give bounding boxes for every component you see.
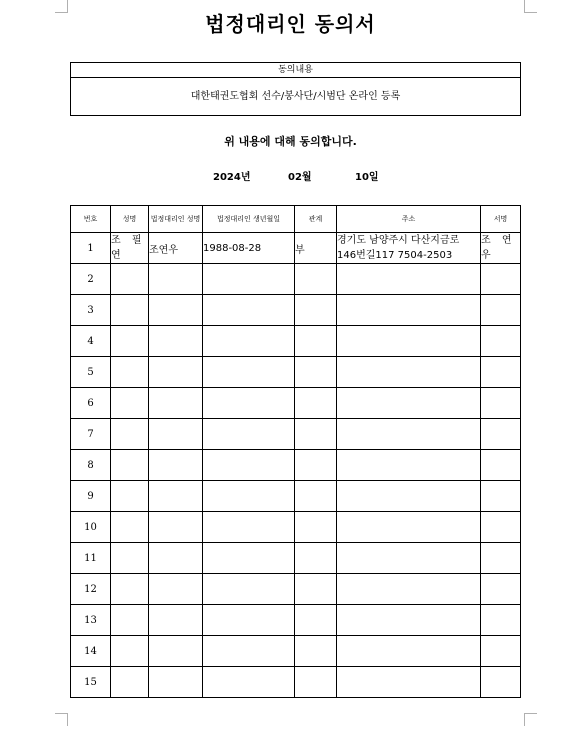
cell-guardian-birth: [203, 512, 295, 543]
cell-no: 7: [71, 419, 111, 450]
cell-address: [337, 326, 481, 357]
consent-body: 대한태권도협회 선수/봉사단/시범단 온라인 등록: [190, 91, 401, 102]
cell-name: [111, 419, 149, 450]
cell-no: 5: [71, 357, 111, 388]
cell-signature: [481, 326, 521, 357]
cell-relation: [295, 667, 337, 698]
cell-address: [337, 264, 481, 295]
cell-name: [111, 295, 149, 326]
cell-guardian-name: [149, 543, 203, 574]
cell-name: [111, 481, 149, 512]
cell-guardian-birth: [203, 667, 295, 698]
table-row: [71, 388, 521, 419]
cell-guardian-name: [149, 667, 203, 698]
col-header-name: 성명: [111, 206, 149, 233]
table-row: [71, 264, 521, 295]
cell-relation: [295, 264, 337, 295]
table-header-row: [71, 206, 521, 233]
cell-relation: [295, 419, 337, 450]
cell-no: 9: [71, 481, 111, 512]
cell-relation: [295, 636, 337, 667]
cell-guardian-name: [149, 574, 203, 605]
table-row: [71, 357, 521, 388]
cell-name: [111, 264, 149, 295]
cell-relation: [295, 574, 337, 605]
cell-signature: [481, 605, 521, 636]
cell-address: [337, 512, 481, 543]
cell-signature: [481, 450, 521, 481]
cell-guardian-name: [149, 357, 203, 388]
table-row: [71, 512, 521, 543]
date-year: 2024년: [213, 172, 251, 183]
cell-guardian-name: 조연우: [149, 233, 203, 264]
cell-guardian-birth: [203, 357, 295, 388]
cell-address: [337, 481, 481, 512]
cell-name: [111, 512, 149, 543]
cell-guardian-birth: [203, 326, 295, 357]
cell-name: [111, 636, 149, 667]
cell-signature: [481, 543, 521, 574]
cell-guardian-name: [149, 481, 203, 512]
cell-relation: [295, 388, 337, 419]
cell-no: 4: [71, 326, 111, 357]
cell-signature: [481, 636, 521, 667]
cell-no: 13: [71, 605, 111, 636]
col-header-relation: 관계: [295, 206, 337, 233]
table-row: [71, 326, 521, 357]
cell-name: [111, 388, 149, 419]
table-row: [71, 419, 521, 450]
cell-signature: [481, 512, 521, 543]
crop-mark-bottom-left: [55, 713, 68, 726]
crop-mark-bottom-right: [524, 713, 537, 726]
table-row: [71, 636, 521, 667]
cell-guardian-name: [149, 419, 203, 450]
cell-address: [337, 295, 481, 326]
cell-guardian-name: [149, 264, 203, 295]
cell-guardian-birth: [203, 543, 295, 574]
cell-no: 14: [71, 636, 111, 667]
date-day: 10일: [355, 172, 379, 183]
cell-no: 2: [71, 264, 111, 295]
consent-header: 동의내용: [71, 63, 520, 78]
cell-signature: [481, 667, 521, 698]
table-row: [71, 295, 521, 326]
cell-signature: [481, 388, 521, 419]
table-row: [71, 481, 521, 512]
cell-relation: [295, 543, 337, 574]
cell-address: [337, 450, 481, 481]
col-header-no: 번호: [71, 206, 111, 233]
cell-name: [111, 357, 149, 388]
cell-signature: [481, 357, 521, 388]
table-row: [71, 667, 521, 698]
cell-signature: 조 연 우: [481, 233, 521, 264]
cell-guardian-name: [149, 295, 203, 326]
cell-relation: [295, 481, 337, 512]
cell-guardian-birth: 1988-08-28: [203, 233, 295, 264]
cell-address: 경기도 남양주시 다산지금로 146번길117 7504-2503: [337, 233, 481, 264]
table-row: [71, 233, 521, 264]
cell-guardian-name: [149, 388, 203, 419]
cell-guardian-name: [149, 450, 203, 481]
cell-no: 8: [71, 450, 111, 481]
cell-name: [111, 574, 149, 605]
table-row: [71, 574, 521, 605]
cell-address: [337, 388, 481, 419]
col-header-signature: 서명: [481, 206, 521, 233]
cell-address: [337, 636, 481, 667]
table-row: [71, 543, 521, 574]
cell-address: [337, 543, 481, 574]
consent-box: [70, 62, 521, 116]
cell-name: [111, 605, 149, 636]
table-body: [71, 233, 521, 698]
table-row: [71, 450, 521, 481]
cell-no: 1: [71, 233, 111, 264]
cell-guardian-birth: [203, 481, 295, 512]
cell-guardian-name: [149, 636, 203, 667]
cell-relation: [295, 512, 337, 543]
cell-guardian-birth: [203, 574, 295, 605]
cell-address: [337, 574, 481, 605]
cell-relation: 부: [295, 233, 337, 264]
cell-name: [111, 326, 149, 357]
cell-no: 6: [71, 388, 111, 419]
cell-guardian-name: [149, 326, 203, 357]
cell-relation: [295, 450, 337, 481]
col-header-guardian-name: 법정대리인 성명: [149, 206, 203, 233]
guardian-table: [70, 205, 521, 698]
cell-name: [111, 450, 149, 481]
cell-signature: [481, 419, 521, 450]
cell-no: 3: [71, 295, 111, 326]
cell-guardian-birth: [203, 605, 295, 636]
table-row: [71, 605, 521, 636]
cell-guardian-birth: [203, 450, 295, 481]
cell-signature: [481, 264, 521, 295]
cell-address: [337, 605, 481, 636]
cell-no: 11: [71, 543, 111, 574]
cell-signature: [481, 574, 521, 605]
cell-guardian-name: [149, 605, 203, 636]
cell-name: [111, 543, 149, 574]
cell-signature: [481, 481, 521, 512]
document-title: 법정대리인 동의서: [205, 12, 376, 36]
cell-signature: [481, 295, 521, 326]
cell-relation: [295, 357, 337, 388]
cell-address: [337, 419, 481, 450]
cell-guardian-birth: [203, 295, 295, 326]
cell-relation: [295, 295, 337, 326]
col-header-address: 주소: [337, 206, 481, 233]
cell-guardian-birth: [203, 388, 295, 419]
cell-guardian-birth: [203, 419, 295, 450]
cell-guardian-birth: [203, 636, 295, 667]
agreement-statement: 위 내용에 대해 동의합니다.: [224, 135, 357, 148]
col-header-guardian-birth: 법정대리인 생년월일: [203, 206, 295, 233]
cell-name: [111, 667, 149, 698]
cell-guardian-birth: [203, 264, 295, 295]
cell-name: 조 필 연: [111, 233, 149, 264]
cell-no: 15: [71, 667, 111, 698]
cell-address: [337, 667, 481, 698]
cell-guardian-name: [149, 512, 203, 543]
cell-address: [337, 357, 481, 388]
cell-no: 10: [71, 512, 111, 543]
cell-relation: [295, 605, 337, 636]
cell-relation: [295, 326, 337, 357]
date-month: 02월: [288, 172, 312, 183]
cell-no: 12: [71, 574, 111, 605]
